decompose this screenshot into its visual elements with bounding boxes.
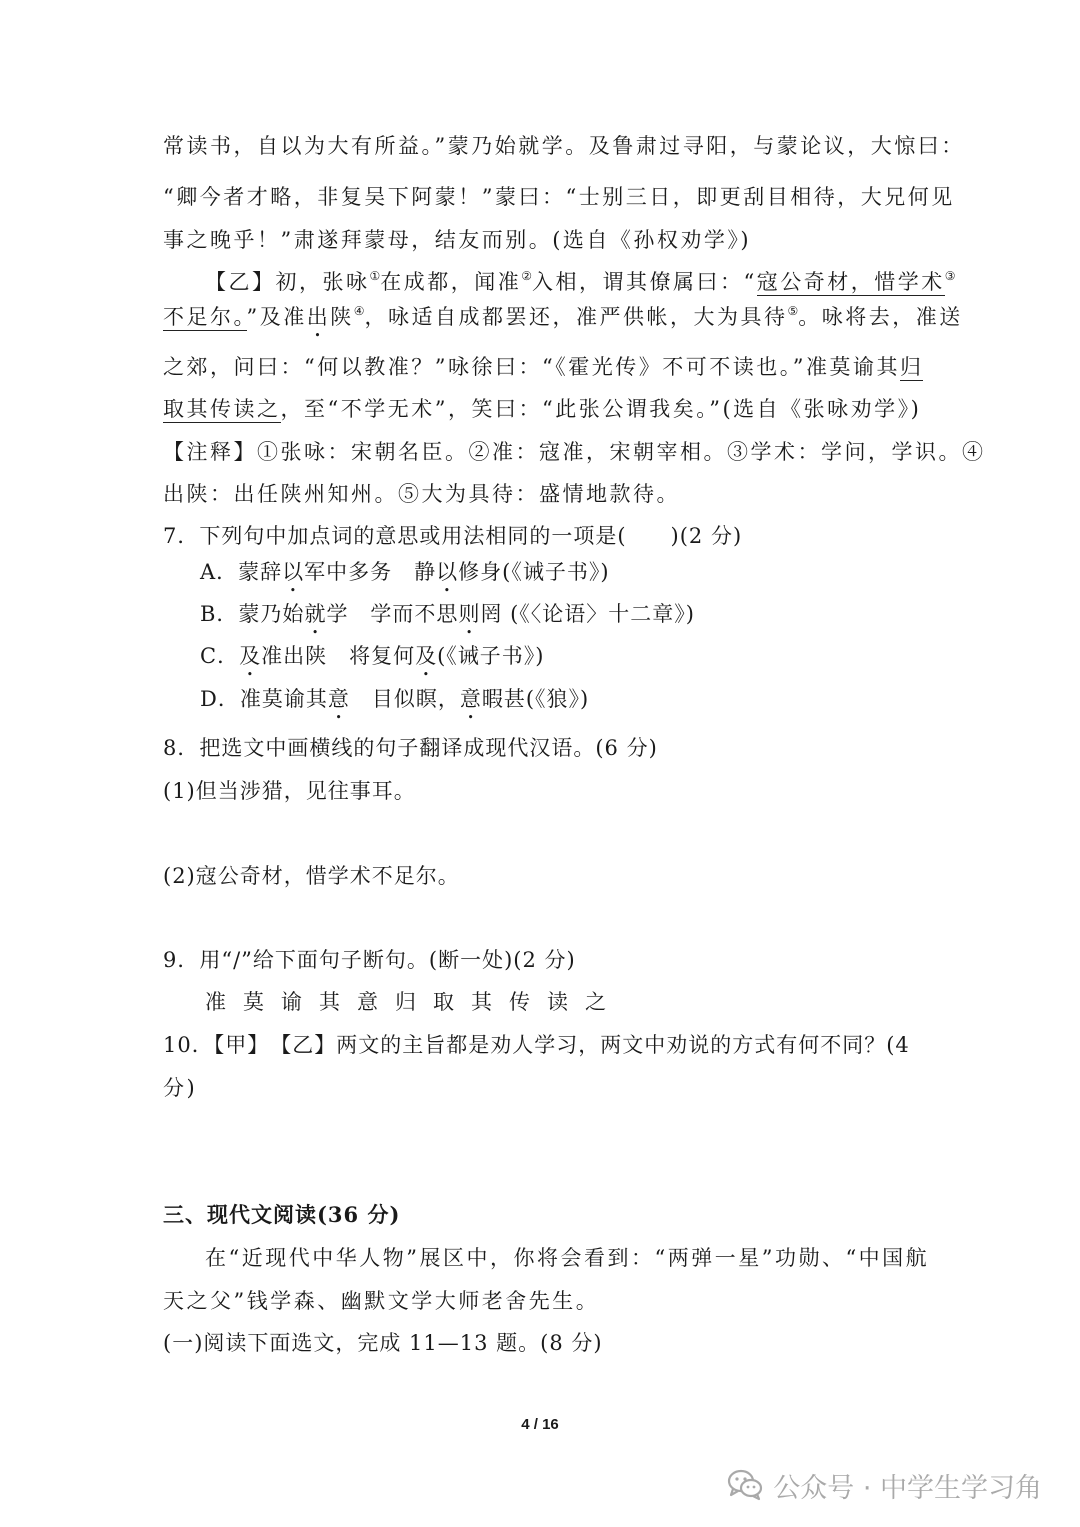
passage-a-line-1: 常读书，自以为大有所益。”蒙乃始就学。及鲁肃过寻阳，与蒙论议，大惊曰： [163,134,965,158]
passage-b-line-1: 【乙】初，张咏①在成都，闻准②入相，谓其僚属曰：“寇公奇材，惜学术③ [205,269,956,294]
section-3-intro-1: 在“近现代中华人物”展区中，你将会看到：“两弹一星”功勋、“中国航 [205,1246,930,1270]
underlined-sentence-end: 不足尔。 [163,305,247,329]
passage-b-line-4: 取其传读之，至“不学无术”，笑曰：“此张公谓我矣。”(选自《张咏劝学》) [163,397,922,421]
underlined-fragment-end: 取其传读之 [163,397,281,421]
dotted-word: 意 [459,687,482,711]
dotted-word: 出 [306,305,331,329]
page-number: 4 / 16 [521,1416,559,1433]
q7-option-b: B．蒙乃始就学 学而不思则罔 (《〈论语〉十二章》) [200,602,695,626]
q9-sentence: 准莫谕其意归取其传读之 [205,990,623,1014]
notes-line-2: 出陕：出任陕州知州。⑤大为具待：盛情地款待。 [163,482,680,506]
section-3-sub: (一)阅读下面选文，完成 11—13 题。(8 分) [163,1331,603,1355]
underlined-sentence: 寇公奇材，惜学术 [756,270,945,294]
passage-b-line-2: 不足尔。”及准出陕④，咏适自成都罢还，准严供帐，大为具待⑤。咏将去，准送 [163,304,963,329]
passage-a-line-3: 事之晚乎！”肃遂拜蒙母，结友而别。(选自《孙权劝学》) [163,228,752,252]
watermark-text: 公众号 · 中学生学习角 [773,1472,1042,1504]
notes-line-1: 【注释】①张咏：宋朝名臣。②准：寇准，宋朝宰相。③学术：学问，学识。④ [163,440,986,464]
dotted-word: 及 [239,644,262,668]
q7-option-a: A．蒙辞以军中多务 静以修身(《诫子书》) [200,560,610,584]
dotted-word: 就 [304,602,327,626]
question-9: 9．用“/”给下面句子断句。(断一处)(2 分) [163,948,576,972]
dotted-word: 意 [327,687,350,711]
dotted-word: 及 [415,644,438,668]
passage-a-line-2: “卿今者才略，非复吴下阿蒙！”蒙曰：“士别三日，即更刮目相待，大兄何见 [163,185,955,209]
underlined-fragment: 归 [899,355,924,379]
watermark [727,1465,1042,1505]
section-3-heading: 三、现代文阅读(36 分) [163,1202,401,1227]
q7-option-c: C．及准出陕 将复何及(《诫子书》) [200,644,545,668]
question-10: 10．【甲】 【乙】两文的主旨都是劝人学习，两文中劝说的方式有何不同？(4 [163,1033,910,1057]
q8-sub-2: (2)寇公奇材，惜学术不足尔。 [163,864,460,888]
wechat-icon [727,1469,763,1501]
question-8: 8．把选文中画横线的句子翻译成现代汉语。(6 分) [163,736,658,760]
section-3-intro-2: 天之父”钱学森、幽默文学大师老舍先生。 [163,1289,600,1313]
dotted-word: 以 [282,560,305,584]
question-7: 7．下列句中加点词的意思或用法相同的一项是( )(2 分) [163,524,743,548]
question-10-cont: 分) [163,1076,198,1100]
q7-option-d: D．准莫谕其意 目似瞑，意暇甚(《狼》) [200,687,590,711]
dotted-word: 以 [436,560,459,584]
dotted-word: 则 [458,602,481,626]
q8-sub-1: (1)但当涉猎，见往事耳。 [163,779,416,803]
passage-b-line-3: 之郊，问曰：“何以教准？”咏徐曰：“《霍光传》不可不读也。”准莫谕其归 [163,355,924,379]
